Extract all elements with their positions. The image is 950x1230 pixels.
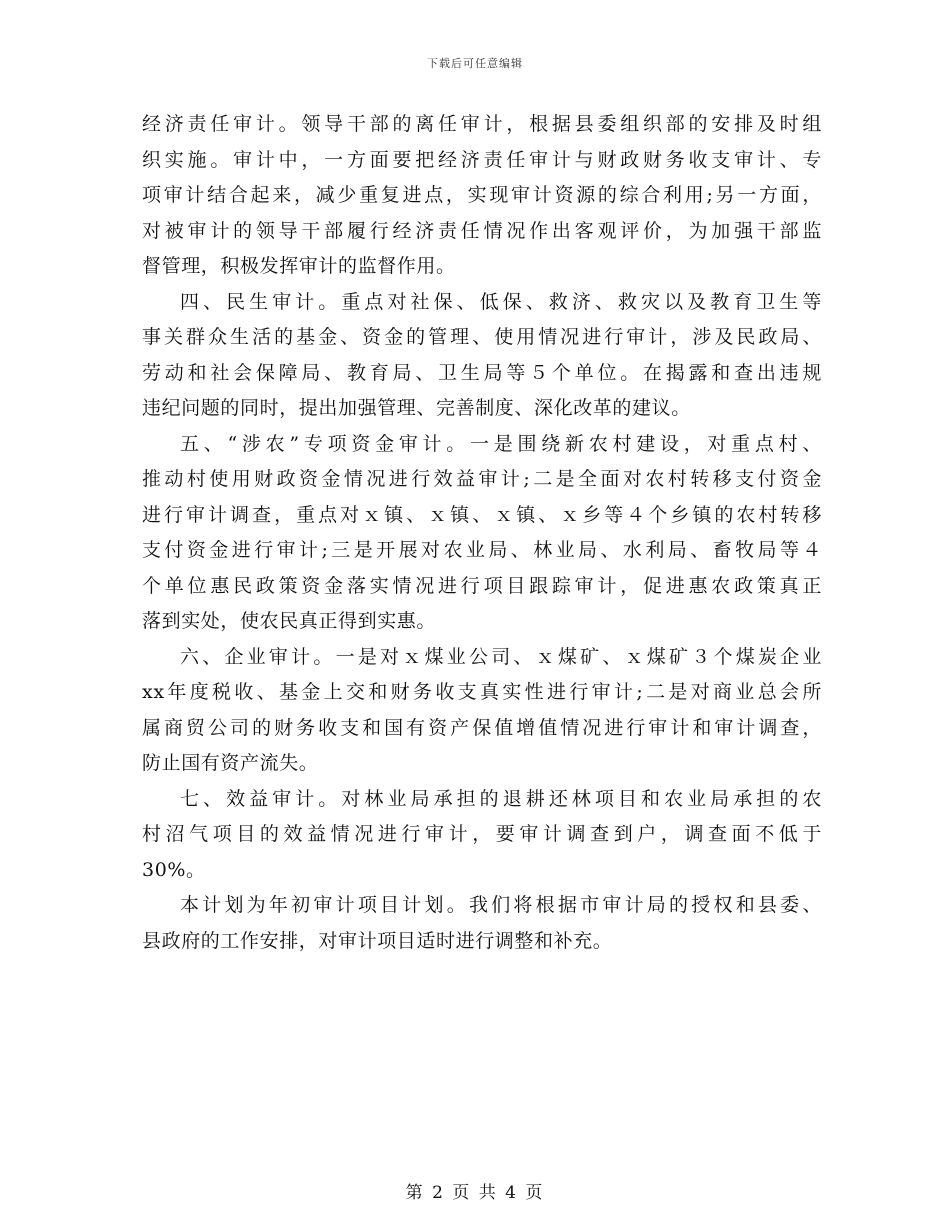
text-line: 落到实处，使农民真正得到实惠。 xyxy=(142,610,437,632)
text-line: 五、“涉农”专项资金审计。一是围绕新农村建设，对重点村、 xyxy=(180,432,822,455)
document-body xyxy=(142,107,822,959)
text-line: 经济责任审计。领导干部的离任审计，根据县委组织部的安排及时组 xyxy=(142,113,822,135)
text-line: 七、效益审计。对林业局承担的退耕还林项目和农业局承担的农 xyxy=(180,787,822,810)
paragraph-economic-responsibility xyxy=(142,107,822,285)
paragraph-enterprise-audit xyxy=(142,640,822,782)
text-line: 推动村使用财政资金情况进行效益审计;二是全面对农村转移支付资金 xyxy=(142,468,822,490)
text-line: 织实施。审计中，一方面要把经济责任审计与财政财务收支审计、专 xyxy=(142,148,822,171)
paragraph-agriculture-funds-audit xyxy=(142,427,822,640)
text-line: 事关群众生活的基金、资金的管理、使用情况进行审计，涉及民政局、 xyxy=(142,326,822,348)
text-line: 六、企业审计。一是对ｘ煤业公司、ｘ煤矿、ｘ煤矿３个煤炭企业 xyxy=(180,645,822,668)
page-header: 下载后可任意编辑 xyxy=(427,57,523,70)
text-line: 进行审计调查，重点对ｘ镇、ｘ镇、ｘ镇、ｘ乡等４个乡镇的农村转移 xyxy=(142,503,822,526)
text-line: 项审计结合起来，减少重复进点，实现审计资源的综合利用;另一方面， xyxy=(142,184,822,206)
text-line: 支付资金进行审计;三是开展对农业局、林业局、水利局、畜牧局等４ xyxy=(142,539,822,561)
text-line: 个单位惠民政策资金落实情况进行项目跟踪审计，促进惠农政策真正 xyxy=(142,574,822,597)
text-line: 县政府的工作安排，对审计项目适时进行调整和补充。 xyxy=(142,929,613,952)
text-line: 本计划为年初审计项目计划。我们将根据市审计局的授权和县委、 xyxy=(180,894,822,916)
text-line: 村沼气项目的效益情况进行审计，要审计调查到户，调查面不低于 xyxy=(142,823,822,845)
text-line: xx年度税收、基金上交和财务收支真实性进行审计;二是对商业总会所 xyxy=(142,681,822,703)
paragraph-efficiency-audit xyxy=(142,782,822,889)
paragraph-livelihood-audit xyxy=(142,285,822,427)
text-line: 违纪问题的同时，提出加强管理、完善制度、深化改革的建议。 xyxy=(142,397,691,419)
paragraph-plan-statement xyxy=(142,888,822,959)
text-line: 督管理，积极发挥审计的监督作用。 xyxy=(142,255,456,277)
text-line: 四、民生审计。重点对社保、低保、救济、救灾以及教育卫生等 xyxy=(180,290,822,313)
text-line: 防止国有资产流失。 xyxy=(142,752,319,774)
text-line: 对被审计的领导干部履行经济责任情况作出客观评价，为加强干部监 xyxy=(142,219,822,242)
text-line: 属商贸公司的财务收支和国有资产保值增值情况进行审计和审计调查， xyxy=(142,716,822,739)
text-line: 30%。 xyxy=(142,858,206,881)
page-number-footer: 第 2 页 共 4 页 xyxy=(405,1183,545,1203)
text-line: 劳动和社会保障局、教育局、卫生局等５个单位。在揭露和查出违规 xyxy=(142,361,822,384)
